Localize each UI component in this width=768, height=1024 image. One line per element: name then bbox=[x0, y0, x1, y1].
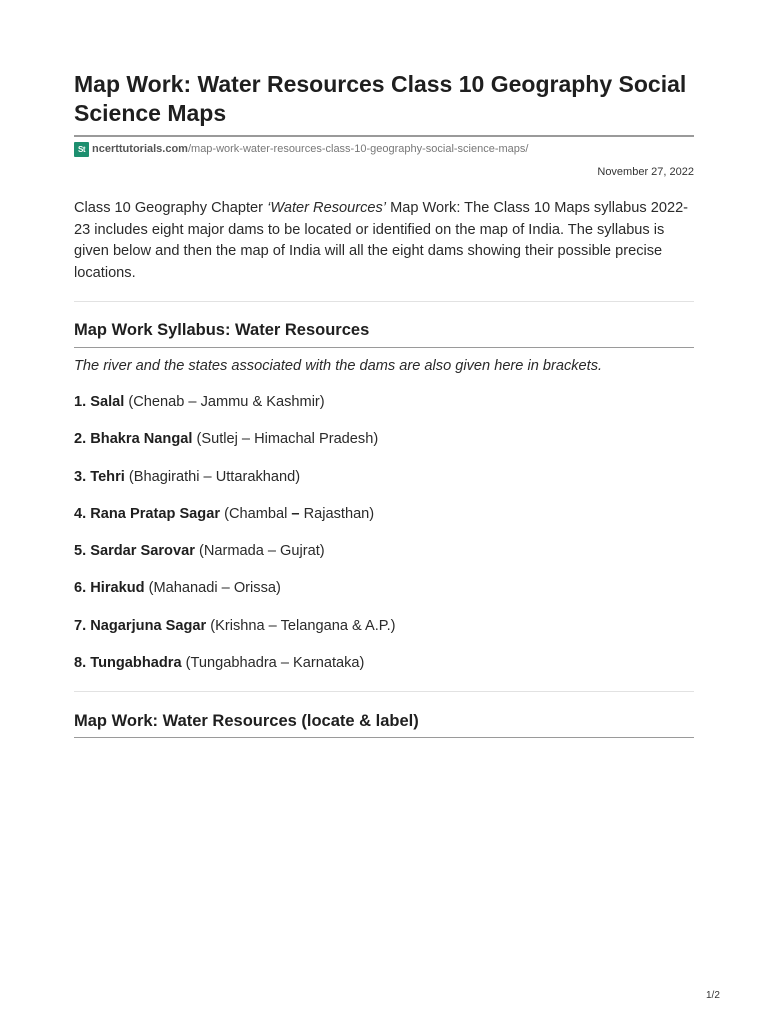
list-item bbox=[74, 393, 396, 430]
dam-details: (Mahanadi – Orissa) bbox=[148, 580, 281, 597]
dam-name: Tehri bbox=[90, 468, 125, 485]
dam-details-before: (Chambal bbox=[224, 505, 292, 522]
section-divider bbox=[74, 691, 694, 692]
section-divider bbox=[74, 301, 694, 302]
intro-rest: Map Work: The Class 10 Maps syllabus 2022-23 includes eight major dams to be located or identified on the map of India. The syllabus is given below and then the map of India will all the eight dams showing their possible precise locations. bbox=[74, 200, 689, 281]
syllabus-note: The river and the states associated with the dams are also given here in brackets. bbox=[74, 358, 603, 374]
dam-details bbox=[224, 506, 374, 522]
dam-number: 7. bbox=[74, 617, 87, 634]
dam-details: (Tungabhadra – Karnataka) bbox=[185, 655, 365, 672]
dam-name: Nagarjuna Sagar bbox=[90, 617, 207, 634]
dam-number: 6. bbox=[74, 580, 87, 597]
list-item bbox=[74, 579, 396, 616]
dam-details: (Bhagirathi – Uttarakhand) bbox=[128, 468, 301, 485]
dam-name: Sardar Sarovar bbox=[90, 543, 195, 560]
dam-details: (Sutlej – Himachal Pradesh) bbox=[196, 431, 379, 448]
dam-name: Hirakud bbox=[90, 580, 145, 597]
dam-name: Salal bbox=[90, 394, 125, 410]
list-item bbox=[74, 654, 396, 691]
syllabus-heading: Map Work Syllabus: Water Resources bbox=[74, 321, 370, 339]
dam-number: 1. bbox=[74, 394, 87, 410]
dam-number: 4. bbox=[74, 505, 87, 522]
page-title: Map Work: Water Resources Class 10 Geography Social Science Maps bbox=[74, 71, 687, 126]
page-number: 1/2 bbox=[706, 990, 720, 1001]
list-item bbox=[74, 468, 396, 505]
dam-number: 8. bbox=[74, 655, 87, 672]
dam-name: Bhakra Nangal bbox=[90, 431, 193, 448]
source-path[interactable]: /map-work-water-resources-class-10-geography-social-science-maps/ bbox=[187, 143, 529, 155]
publish-date: November 27, 2022 bbox=[597, 166, 694, 178]
dam-details: (Krishna – Telangana & A.P.) bbox=[210, 617, 396, 634]
list-item bbox=[74, 542, 396, 579]
source-domain[interactable]: ncerttutorials.com bbox=[92, 143, 188, 155]
intro-chapter-name: ‘Water Resources’ bbox=[267, 200, 387, 216]
dam-number: 5. bbox=[74, 543, 87, 560]
dam-details-after: Rajasthan) bbox=[299, 505, 375, 522]
dam-number: 3. bbox=[74, 468, 87, 485]
dam-name: Tungabhadra bbox=[90, 655, 182, 672]
map-heading-rule bbox=[74, 737, 694, 738]
intro-paragraph bbox=[74, 198, 694, 284]
dam-details-dash: – bbox=[291, 505, 300, 522]
intro-lead: Class 10 Geography Chapter bbox=[74, 200, 268, 216]
syllabus-heading-rule bbox=[74, 347, 694, 348]
dam-list bbox=[74, 393, 396, 691]
list-item bbox=[74, 505, 396, 542]
site-favicon-icon: St bbox=[74, 142, 89, 157]
dam-number: 2. bbox=[74, 431, 87, 448]
source-url[interactable] bbox=[74, 141, 528, 157]
title-divider bbox=[74, 135, 694, 137]
list-item bbox=[74, 617, 396, 654]
map-heading: Map Work: Water Resources (locate & label) bbox=[74, 712, 419, 730]
dam-details: (Narmada – Gujrat) bbox=[198, 543, 325, 560]
list-item bbox=[74, 430, 396, 467]
dam-name: Rana Pratap Sagar bbox=[90, 505, 221, 522]
dam-details: (Chenab – Jammu & Kashmir) bbox=[128, 394, 325, 410]
